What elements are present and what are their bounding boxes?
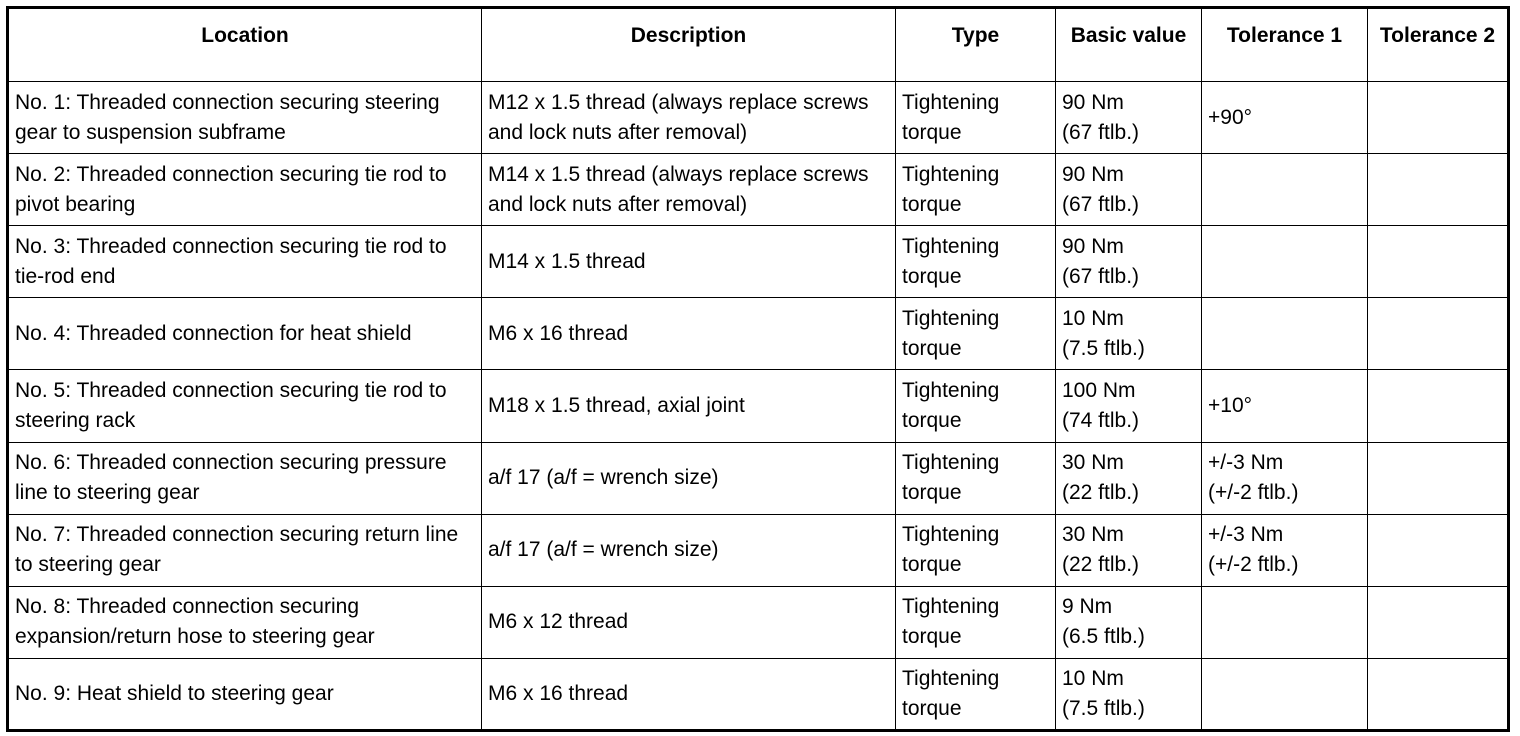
cell-description: M6 x 16 thread (482, 298, 896, 370)
cell-type: Tightening torque (896, 226, 1056, 298)
cell-tolerance-2 (1368, 442, 1509, 514)
cell-basic-value: 9 Nm (6.5 ftlb.) (1056, 586, 1202, 658)
header-type: Type (896, 8, 1056, 82)
header-description: Description (482, 8, 896, 82)
table-row (8, 658, 1509, 730)
cell-tolerance-2 (1368, 658, 1509, 730)
torque-spec-table (6, 6, 1510, 732)
cell-tolerance-2 (1368, 514, 1509, 586)
cell-description: M14 x 1.5 thread (always replace screws and lock nuts after removal) (482, 154, 896, 226)
cell-description: a/f 17 (a/f = wrench size) (482, 442, 896, 514)
cell-tolerance-1: +/-3 Nm (+/-2 ftlb.) (1202, 514, 1368, 586)
table-row (8, 586, 1509, 658)
cell-tolerance-2 (1368, 586, 1509, 658)
cell-type: Tightening torque (896, 370, 1056, 442)
cell-description: M6 x 12 thread (482, 586, 896, 658)
cell-tolerance-2 (1368, 226, 1509, 298)
cell-tolerance-1 (1202, 586, 1368, 658)
cell-tolerance-2 (1368, 298, 1509, 370)
table-row (8, 442, 1509, 514)
cell-location: No. 1: Threaded connection securing steering gear to suspension subframe (8, 82, 482, 154)
cell-tolerance-1: +10° (1202, 370, 1368, 442)
cell-type: Tightening torque (896, 586, 1056, 658)
cell-type: Tightening torque (896, 154, 1056, 226)
cell-description: M12 x 1.5 thread (always replace screws and lock nuts after removal) (482, 82, 896, 154)
cell-basic-value: 90 Nm (67 ftlb.) (1056, 226, 1202, 298)
table-header-row (8, 8, 1509, 82)
table-row (8, 370, 1509, 442)
cell-description: M14 x 1.5 thread (482, 226, 896, 298)
table-row (8, 82, 1509, 154)
cell-location: No. 7: Threaded connection securing return line to steering gear (8, 514, 482, 586)
cell-type: Tightening torque (896, 658, 1056, 730)
cell-basic-value: 100 Nm (74 ftlb.) (1056, 370, 1202, 442)
cell-description: M6 x 16 thread (482, 658, 896, 730)
cell-basic-value: 10 Nm (7.5 ftlb.) (1056, 298, 1202, 370)
cell-location: No. 5: Threaded connection securing tie rod to steering rack (8, 370, 482, 442)
cell-tolerance-1 (1202, 298, 1368, 370)
table-row (8, 154, 1509, 226)
cell-location: No. 2: Threaded connection securing tie rod to pivot bearing (8, 154, 482, 226)
cell-location: No. 8: Threaded connection securing expansion/return hose to steering gear (8, 586, 482, 658)
cell-tolerance-1 (1202, 154, 1368, 226)
table-row (8, 514, 1509, 586)
cell-type: Tightening torque (896, 82, 1056, 154)
cell-basic-value: 30 Nm (22 ftlb.) (1056, 514, 1202, 586)
cell-basic-value: 90 Nm (67 ftlb.) (1056, 82, 1202, 154)
table-row (8, 226, 1509, 298)
cell-description: M18 x 1.5 thread, axial joint (482, 370, 896, 442)
cell-location: No. 9: Heat shield to steering gear (8, 658, 482, 730)
cell-tolerance-1 (1202, 658, 1368, 730)
cell-type: Tightening torque (896, 442, 1056, 514)
cell-basic-value: 10 Nm (7.5 ftlb.) (1056, 658, 1202, 730)
cell-location: No. 3: Threaded connection securing tie rod to tie-rod end (8, 226, 482, 298)
header-basic-value: Basic value (1056, 8, 1202, 82)
cell-tolerance-2 (1368, 82, 1509, 154)
cell-tolerance-2 (1368, 370, 1509, 442)
cell-tolerance-2 (1368, 154, 1509, 226)
header-tolerance-2: Tolerance 2 (1368, 8, 1509, 82)
cell-tolerance-1: +/-3 Nm (+/-2 ftlb.) (1202, 442, 1368, 514)
cell-tolerance-1: +90° (1202, 82, 1368, 154)
table-row (8, 298, 1509, 370)
cell-location: No. 4: Threaded connection for heat shield (8, 298, 482, 370)
cell-location: No. 6: Threaded connection securing pressure line to steering gear (8, 442, 482, 514)
cell-basic-value: 90 Nm (67 ftlb.) (1056, 154, 1202, 226)
cell-type: Tightening torque (896, 514, 1056, 586)
cell-type: Tightening torque (896, 298, 1056, 370)
cell-tolerance-1 (1202, 226, 1368, 298)
header-location: Location (8, 8, 482, 82)
cell-description: a/f 17 (a/f = wrench size) (482, 514, 896, 586)
cell-basic-value: 30 Nm (22 ftlb.) (1056, 442, 1202, 514)
header-tolerance-1: Tolerance 1 (1202, 8, 1368, 82)
